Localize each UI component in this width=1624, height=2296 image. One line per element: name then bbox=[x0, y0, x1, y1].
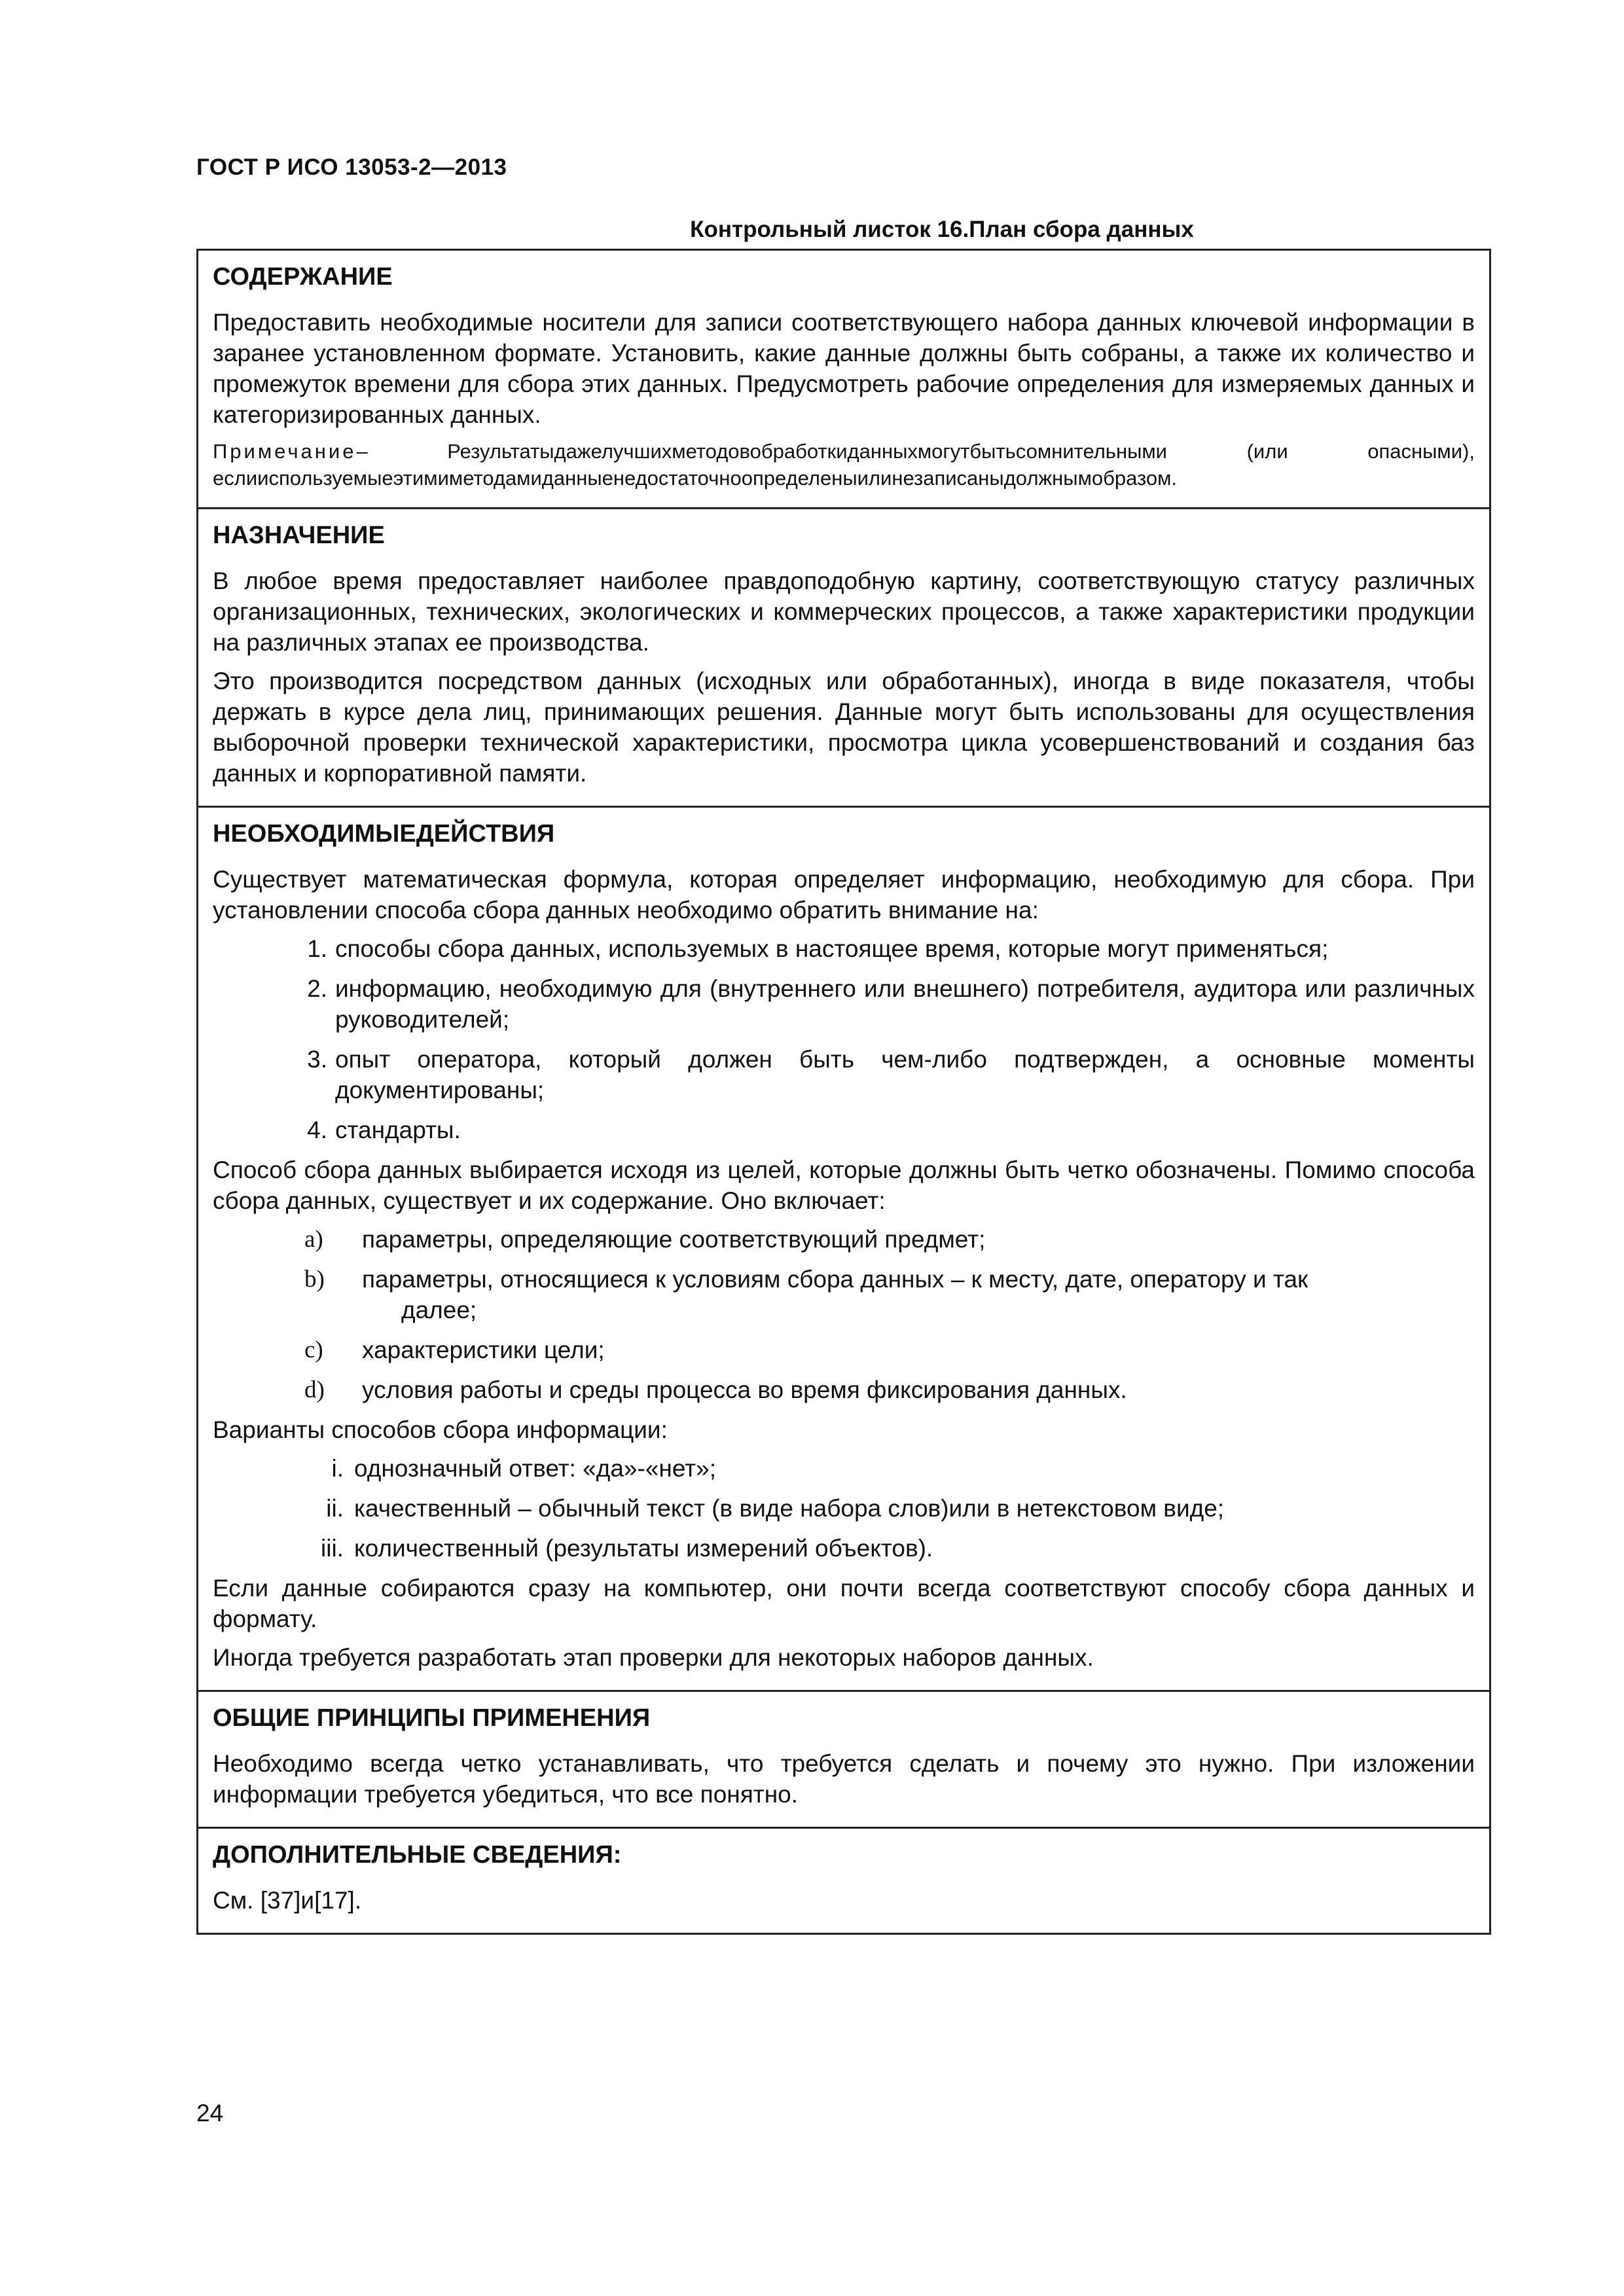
section-title: ОБЩИЕ ПРИНЦИПЫ ПРИМЕНЕНИЯ bbox=[213, 1704, 651, 1732]
paragraph: Если данные собираются сразу на компьютер, они почти всегда соответствуют способу сбора данных и формату. bbox=[213, 1575, 1475, 1632]
paragraph: Предоставить необходимые носители для записи соответствующего набора данных ключевой информации в заранее установленном формате. Установить, какие данные должны быть собраны, а также их количество и промежуток времени для сбора этих данных. Предусмотреть рабочие определения для измеряемых данных и категоризированных данных. bbox=[213, 309, 1475, 428]
list-item bbox=[213, 933, 1475, 964]
list-item-text: параметры, относящиеся к условиям сбора данных – к месту, дате, оператору и так bbox=[362, 1266, 1308, 1293]
list-marker: d) bbox=[304, 1376, 325, 1403]
sheet-title: Контрольный листок 16.План сбора данных bbox=[690, 217, 1194, 242]
list-item bbox=[213, 1374, 1475, 1405]
list-item-text: характеристики цели; bbox=[362, 1336, 605, 1363]
list-item-text: условия работы и среды процесса во время фиксирования данных. bbox=[362, 1376, 1127, 1403]
list-item-text: опыт оператора, который должен быть чем-либо подтвержден, а основные моменты документированы; bbox=[335, 1046, 1475, 1103]
paragraph: Существует математическая формула, которая определяет информацию, необходимую для сбора. При установлении способа сбора данных необходимо обратить внимание на: bbox=[213, 866, 1475, 924]
list-marker: c) bbox=[304, 1336, 323, 1363]
section-title: НАЗНАЧЕНИЕ bbox=[213, 522, 385, 549]
list-item bbox=[213, 1115, 1475, 1145]
section-content bbox=[198, 251, 1489, 509]
section-purpose bbox=[198, 509, 1489, 808]
document-header: ГОСТ Р ИСО 13053-2—2013 bbox=[196, 154, 507, 180]
list-item bbox=[213, 1264, 1475, 1325]
section-title: ДОПОЛНИТЕЛЬНЫЕ СВЕДЕНИЯ: bbox=[213, 1841, 622, 1869]
note-label: Примечание bbox=[213, 440, 357, 463]
list-marker: b) bbox=[304, 1266, 325, 1293]
list-item-text: способы сбора данных, используемых в настоящее время, которые могут применяться; bbox=[335, 935, 1329, 962]
list-item bbox=[213, 1044, 1475, 1105]
section-title: НЕОБХОДИМЫЕДЕЙСТВИЯ bbox=[213, 820, 555, 848]
list-item bbox=[213, 1224, 1475, 1255]
lettered-list bbox=[213, 1224, 1475, 1405]
section-principles bbox=[198, 1692, 1489, 1829]
paragraph: Это производится посредством данных (исходных или обработанных), иногда в виде показателя, чтобы держать в курсе дела лиц, принимающих решения. Данные могут быть использованы для осуществления выборочной проверки технической характеристики, просмотра цикла усовершенствований и создания баз данных и корпоративной памяти. bbox=[213, 668, 1475, 787]
roman-list bbox=[213, 1453, 1475, 1564]
list-item-text: параметры, определяющие соответствующий предмет; bbox=[362, 1226, 986, 1253]
list-marker: 4. bbox=[307, 1117, 327, 1143]
list-item bbox=[213, 1493, 1475, 1524]
paragraph: В любое время предоставляет наиболее правдоподобную картину, соответствующую статусу различных организационных, технических, экологических и коммерческих процессов, а также характеристики продукции на различных этапах ее производства. bbox=[213, 567, 1475, 656]
section-actions bbox=[198, 808, 1489, 1692]
paragraph: Необходимо всегда четко устанавливать, что требуется сделать и почему это нужно. При изложении информации требуется убедиться, что все понятно. bbox=[213, 1750, 1475, 1808]
paragraph: Способ сбора данных выбирается исходя из целей, которые должны быть четко обозначены. Помимо способа сбора данных, существует и их содержание. Оно включает: bbox=[213, 1157, 1475, 1214]
list-item bbox=[213, 1453, 1475, 1484]
paragraph: Иногда требуется разработать этап проверки для некоторых наборов данных. bbox=[213, 1644, 1094, 1671]
numbered-list bbox=[213, 933, 1475, 1145]
paragraph: Варианты способов сбора информации: bbox=[213, 1416, 668, 1443]
list-marker: iii. bbox=[321, 1535, 344, 1562]
note bbox=[213, 438, 1475, 492]
list-item bbox=[213, 973, 1475, 1035]
list-item-text: однозначный ответ: «да»-«нет»; bbox=[354, 1455, 716, 1482]
list-item-text: информацию, необходимую для (внутреннего или внешнего) потребителя, аудитора или различных руководителей; bbox=[335, 975, 1475, 1033]
list-item-continuation: далее; bbox=[401, 1297, 477, 1323]
section-extra bbox=[198, 1829, 1489, 1933]
list-item-text-wrap bbox=[362, 1264, 1475, 1325]
list-marker: 3. bbox=[307, 1046, 327, 1073]
list-marker: i. bbox=[331, 1455, 344, 1482]
section-title: СОДЕРЖАНИЕ bbox=[213, 263, 393, 291]
list-marker: 2. bbox=[307, 975, 327, 1002]
paragraph: См. [37]и[17]. bbox=[213, 1887, 362, 1914]
list-item bbox=[213, 1335, 1475, 1365]
list-marker: ii. bbox=[326, 1495, 344, 1522]
note-text: – Результатыдажелучшихметодовобработкиданныхмогутбытьсомнительными (или опасными), еслииспользуемыеэтимиметодамиданныенедостаточноопределеныилинезаписаныдолжнымобразом. bbox=[213, 440, 1475, 490]
list-item-text: качественный – обычный текст (в виде набора слов)или в нетекстовом виде; bbox=[354, 1495, 1225, 1522]
list-marker: 1. bbox=[307, 935, 327, 962]
list-item-text: стандарты. bbox=[335, 1117, 461, 1143]
list-marker: a) bbox=[304, 1226, 323, 1253]
page-number: 24 bbox=[196, 2100, 224, 2126]
list-item bbox=[213, 1533, 1475, 1564]
list-item-text: количественный (результаты измерений объектов). bbox=[354, 1535, 933, 1562]
checklist-table bbox=[196, 249, 1491, 1935]
